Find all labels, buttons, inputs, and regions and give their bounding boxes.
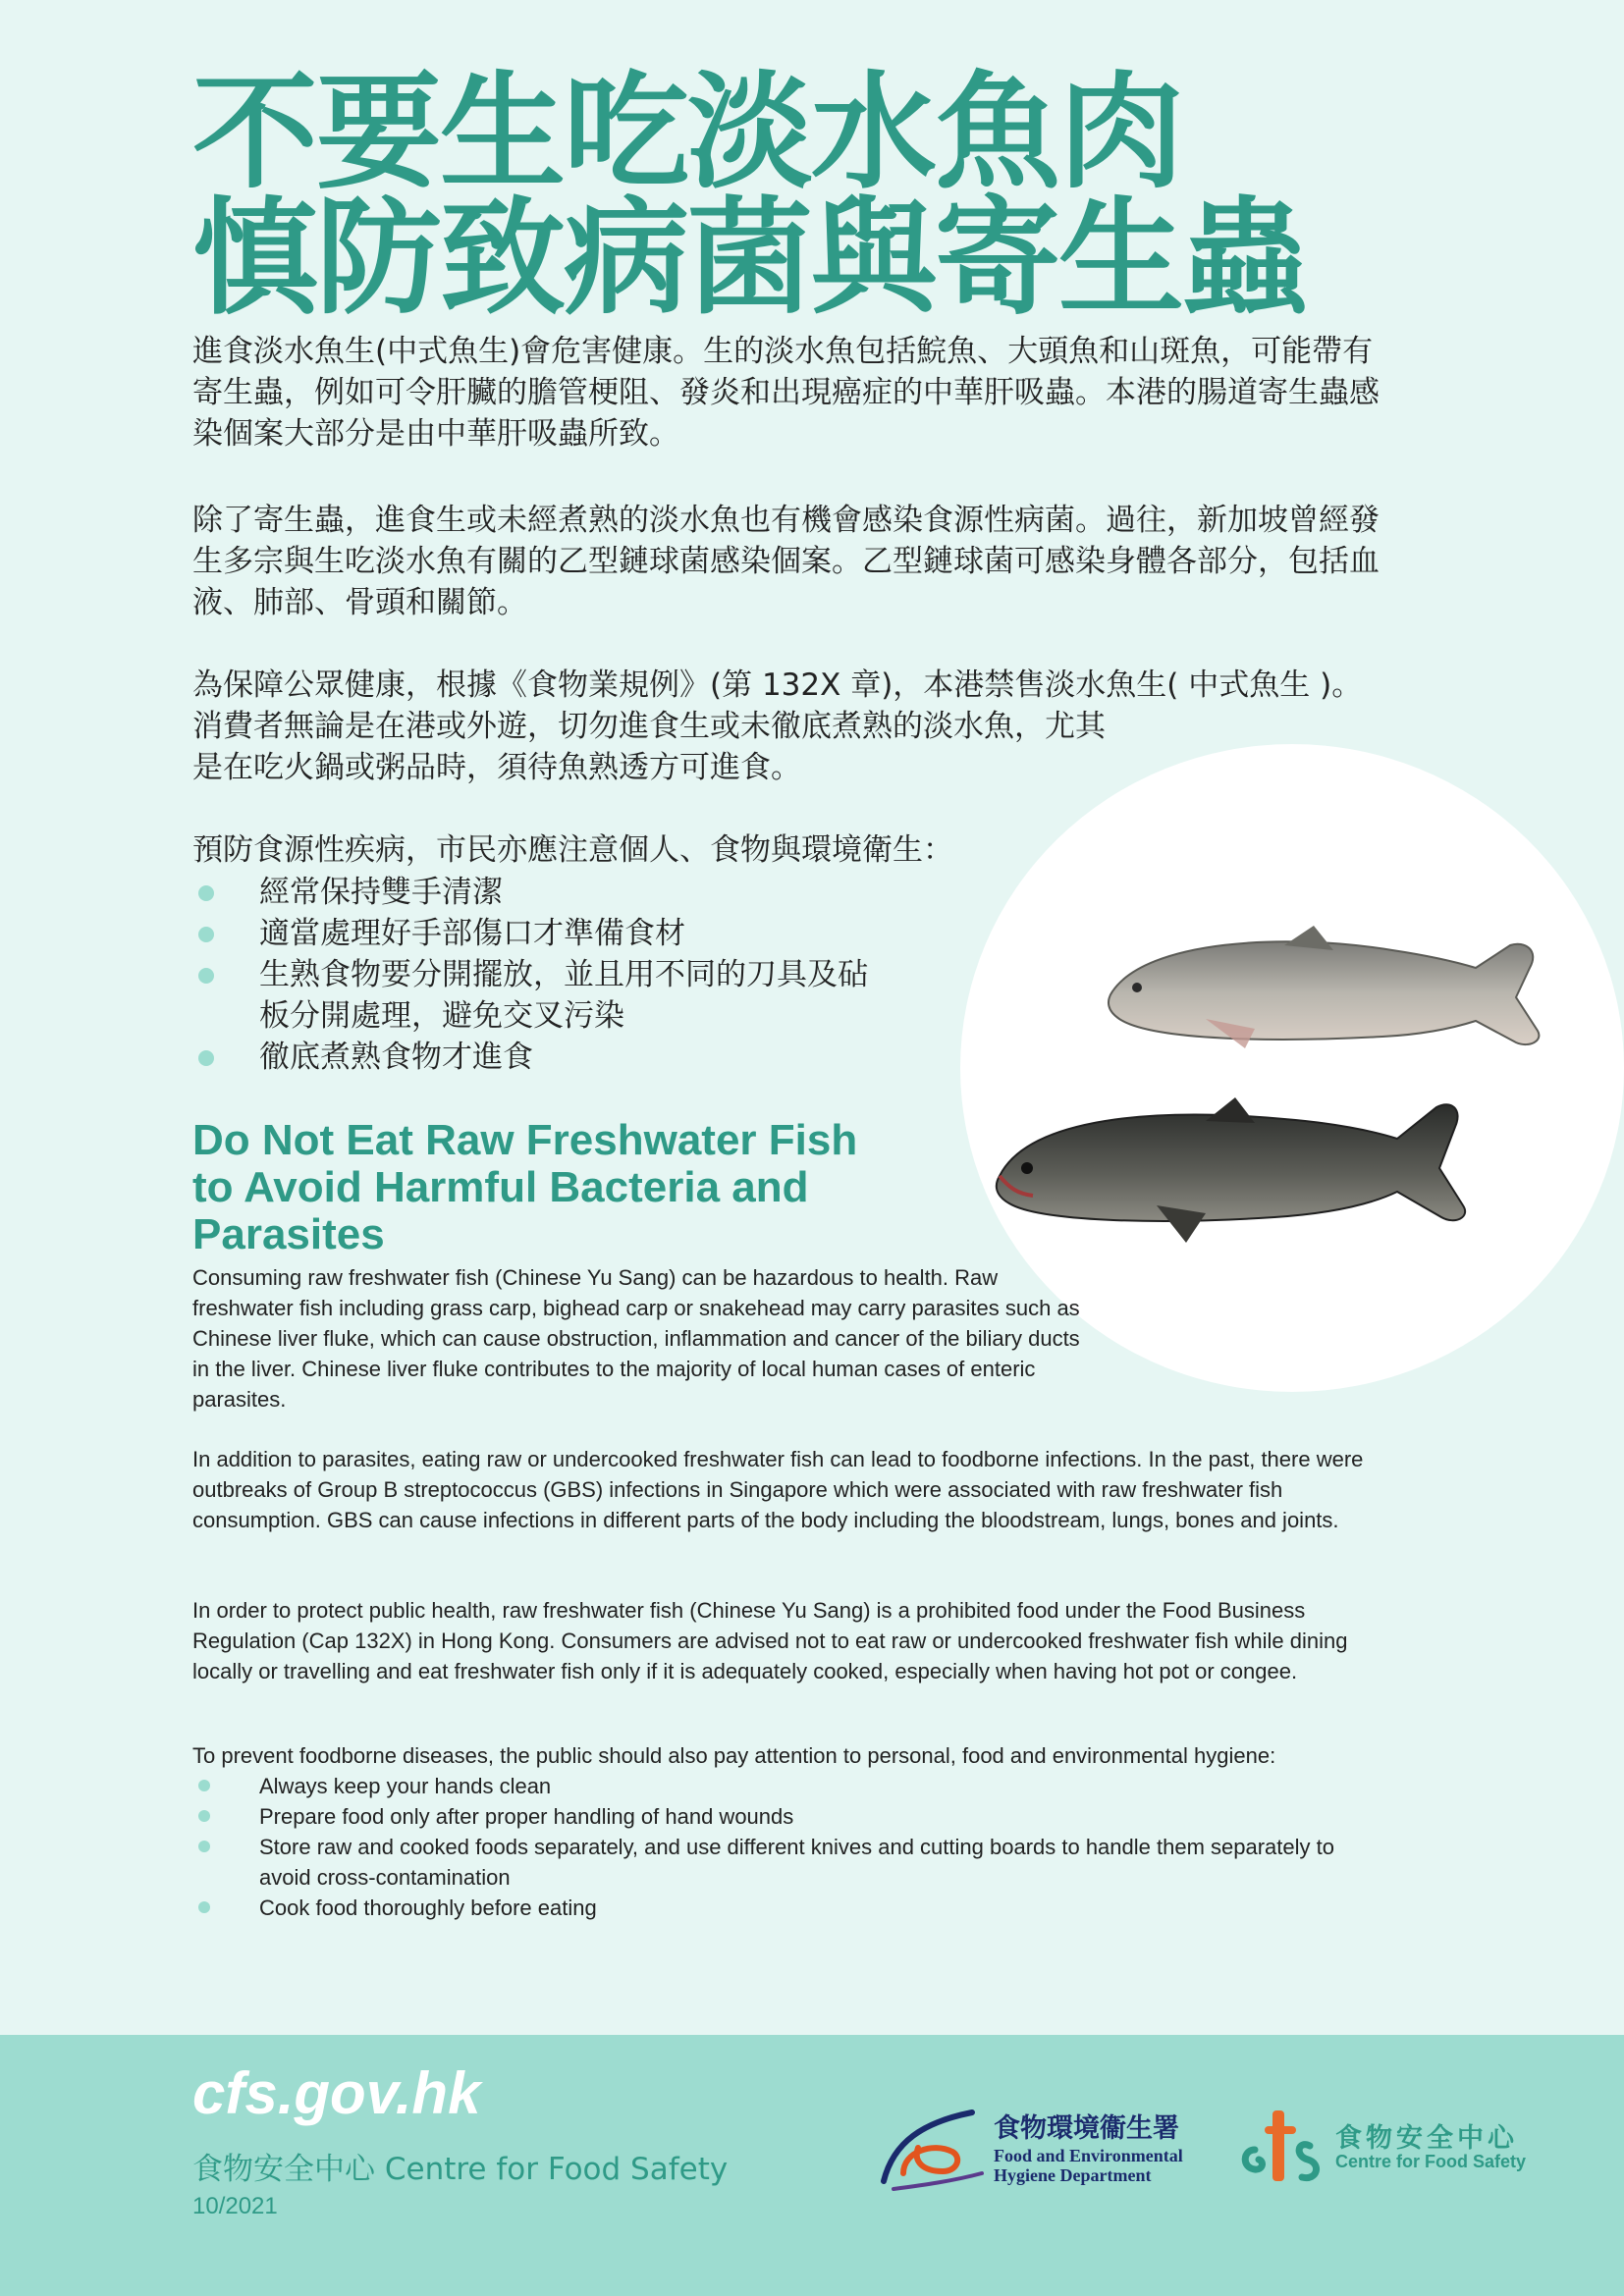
- zh-paragraph-3-line-2: 消費者無論是在港或外遊，切勿進食生或未徹底煮熟的淡水魚，尤其: [192, 709, 1106, 744]
- en-paragraph-1: Consuming raw freshwater fish (Chinese Yu Sang) can be hazardous to health. Raw freshwater fish including grass carp, bighead carp or snakehead may carry parasites such as Chinese liver fluke, which can cause obstruction, inflammation and cancer of the biliary ducts in the liver. Chinese liver fluke contributes to the majority of local human cases of enteric parasites.: [192, 1265, 1080, 1412]
- bullet-icon: [198, 1810, 210, 1822]
- bullet-icon: [198, 885, 214, 901]
- en-paragraph-2: In addition to parasites, eating raw or undercooked freshwater fish can lead to foodborne infections. In the past, there were outbreaks of Group B streptococcus (GBS) infections in Singapore which were associated with raw freshwater fish consumption. GBS can cause infections in different parts of the body including the bloodstream, lungs, bones and joints.: [192, 1447, 1364, 1532]
- title-en-line-3: Parasites: [192, 1210, 385, 1258]
- zh-hygiene-list: [192, 872, 978, 1078]
- list-item-text: Prepare food only after proper handling of hand wounds: [259, 1804, 794, 1829]
- bullet-icon: [198, 1050, 214, 1066]
- title-zh-line-1: 不要生吃淡水魚肉: [192, 60, 1183, 206]
- list-item-text: 徹底煮熟食物才進食: [259, 1040, 533, 1075]
- title-zh-line-2: 慎防致病菌與寄生蟲: [192, 186, 1307, 332]
- list-item-text: 生熟食物要分開擺放，並且用不同的刀具及砧板分開處理，避免交叉污染: [259, 957, 868, 1034]
- fehd-name-en-line-2: Hygiene Department: [994, 2165, 1152, 2185]
- list-item: [192, 1801, 1390, 1832]
- page-title-zh: [192, 60, 1420, 332]
- website-link[interactable]: cfs.gov.hk: [192, 2060, 481, 2126]
- bullet-icon: [198, 1780, 210, 1791]
- list-item-text: Cook food thoroughly before eating: [259, 1896, 597, 1920]
- cfs-logo: [1233, 2091, 1567, 2199]
- bullet-icon: [198, 1841, 210, 1852]
- list-item: [192, 913, 978, 954]
- zh-paragraph-2: 除了寄生蟲，進食生或未經煮熟的淡水魚也有機會感染食源性病菌。過往，新加坡曾經發生多宗與生吃淡水魚有關的乙型鏈球菌感染個案。乙型鏈球菌可感染身體各部分，包括血液、肺部、骨頭和關節。: [192, 503, 1380, 620]
- list-item: [192, 1893, 1390, 1923]
- fehd-logo: [864, 2083, 1198, 2211]
- list-item-text: Always keep your hands clean: [259, 1774, 552, 1798]
- fehd-name-en-line-1: Food and Environmental: [994, 2146, 1183, 2165]
- en-paragraph-3: In order to protect public health, raw freshwater fish (Chinese Yu Sang) is a prohibited food under the Food Business Regulation (Cap 132X) in Hong Kong. Consumers are advised not to eat raw or undercooked freshwater fish while dining locally or travelling and eat freshwater fish only if it is adequately cooked, especially when having hot pot or congee.: [192, 1598, 1348, 1683]
- cfs-name-zh: 食物安全中心: [1335, 2123, 1518, 2154]
- en-hygiene-list: [192, 1771, 1390, 1923]
- list-item: [192, 1037, 978, 1078]
- en-paragraph-4: To prevent foodborne diseases, the public should also pay attention to personal, food and environmental hygiene:: [192, 1743, 1276, 1768]
- cfs-emblem-icon: [1233, 2091, 1331, 2199]
- cfs-name-en: Centre for Food Safety: [1335, 2152, 1527, 2171]
- centre-name: 食物安全中心 Centre for Food Safety: [192, 2152, 729, 2187]
- list-item: [192, 872, 978, 913]
- title-en-line-2: to Avoid Harmful Bacteria and: [192, 1163, 809, 1211]
- bighead-carp-icon: [997, 1097, 1465, 1243]
- zh-paragraph-3-line-3: 是在吃火鍋或粥品時，須待魚熟透方可進食。: [192, 750, 801, 785]
- fehd-emblem-icon: [864, 2083, 992, 2211]
- list-item: [192, 954, 897, 1037]
- bullet-icon: [198, 927, 214, 942]
- list-item: [192, 1771, 1390, 1801]
- bullet-icon: [198, 1901, 210, 1913]
- list-item-text: 經常保持雙手清潔: [259, 875, 503, 910]
- list-item-text: 適當處理好手部傷口才準備食材: [259, 916, 685, 951]
- fehd-name-zh: 食物環境衞生署: [994, 2113, 1179, 2144]
- page-title-en: [192, 1117, 958, 1258]
- zh-paragraph-4: 預防食源性疾病，市民亦應注意個人、食物與環境衛生：: [192, 832, 953, 868]
- fehd-name-en: [994, 2146, 1183, 2185]
- title-en-line-1: Do Not Eat Raw Freshwater Fish: [192, 1116, 858, 1164]
- publication-date: 10/2021: [192, 2193, 278, 2219]
- list-item: [192, 1832, 1390, 1893]
- zh-paragraph-3-line-1: 為保障公眾健康，根據《食物業規例》(第 132X 章)，本港禁售淡水魚生( 中式魚生 )。: [192, 667, 1363, 703]
- zh-paragraph-1: 進食淡水魚生(中式魚生)會危害健康。生的淡水魚包括鯇魚、大頭魚和山斑魚，可能帶有寄生蟲，例如可令肝臟的膽管梗阻、發炎和出現癌症的中華肝吸蟲。本港的腸道寄生蟲感染個案大部分是由中華肝吸蟲所致。: [192, 334, 1380, 452]
- grass-carp-icon: [1109, 926, 1539, 1048]
- list-item-text: Store raw and cooked foods separately, and use different knives and cutting boards to handle them separately to avoid cross-contamination: [259, 1835, 1334, 1890]
- bullet-icon: [198, 968, 214, 984]
